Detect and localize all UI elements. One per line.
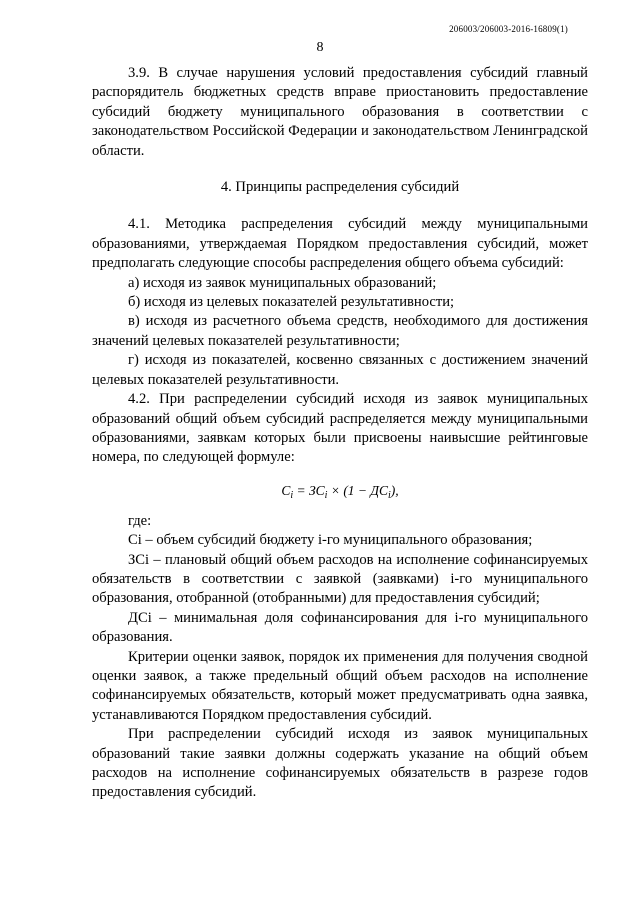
page-number: 8 <box>316 40 324 55</box>
document-body <box>92 64 588 803</box>
document-id: 206003/206003-2016-16809(1) <box>449 24 568 34</box>
paragraph-applications: При распределении субсидий исходя из заявок муниципальных образований такие заявки должны содержать указание на общий объем расходов на исполнение софинансируемых обязательств в разрезе годов предоставления субсидий. <box>92 726 588 801</box>
formula-eq: = ЗC <box>293 482 325 498</box>
paragraph-4-2: 4.2. При распределении субсидий исходя из заявок муниципальных образований общий объем субсидий распределяется между муниципальными образованиями, заявкам которых были присвоены наивысшие рейтинговые номера, по следующей формуле: <box>92 391 588 466</box>
list-item-a: а) исходя из заявок муниципальных образований; <box>128 274 437 291</box>
formula <box>92 480 588 502</box>
paragraph-criteria: Критерии оценки заявок, порядок их применения для получения сводной оценки заявок, а также предельный общий объем расходов на исполнение софинансируемых обязательств, который может предусматривать одна заявка, устанавливаются Порядком предоставления субсидий. <box>92 648 588 723</box>
where-label: где: <box>128 512 152 529</box>
formula-sub: i <box>290 489 294 501</box>
list-item-b: б) исходя из целевых показателей результативности; <box>128 294 455 311</box>
definition-zci: ЗCi – плановый общий объем расходов на исполнение софинансируемых обязательств в соответствии с заявкой (заявками) i-го муниципального образования, отобранной (отобранными) для предоставления субсидий; <box>92 551 588 607</box>
definition-ci: Ci – объем субсидий бюджету i-го муниципального образования; <box>128 532 533 549</box>
list-item-v: в) исходя из расчетного объема средств, необходимого для достижения значений целевых показателей результативности; <box>92 313 588 349</box>
paragraph-3-9: 3.9. В случае нарушения условий предоставления субсидий главный распорядитель бюджетных средств вправе приостановить предоставление субсидий бюджету муниципального образования в соответствии с законодательством Российской Федерации и законодательством Ленинградской области. <box>92 65 588 159</box>
formula-sub: i <box>388 489 391 501</box>
list-item-g: г) исходя из показателей, косвенно связанных с достижением значений целевых показателей результативности. <box>92 352 588 388</box>
formula-sub: i <box>324 489 328 501</box>
formula-close: ), <box>390 482 399 498</box>
definition-dci: ДCi – минимальная доля софинансирования для i-го муниципального образования. <box>92 609 588 646</box>
formula-lhs: C <box>281 482 291 498</box>
formula-times: × (1 − ДC <box>327 482 389 498</box>
section-heading-4: 4. Принципы распределения субсидий <box>220 179 460 196</box>
paragraph-4-1: 4.1. Методика распределения субсидий между муниципальными образованиями, утверждаемая Порядком предоставления субсидий, может предполагать следующие способы распределения общего объема субсидий: <box>92 216 588 272</box>
